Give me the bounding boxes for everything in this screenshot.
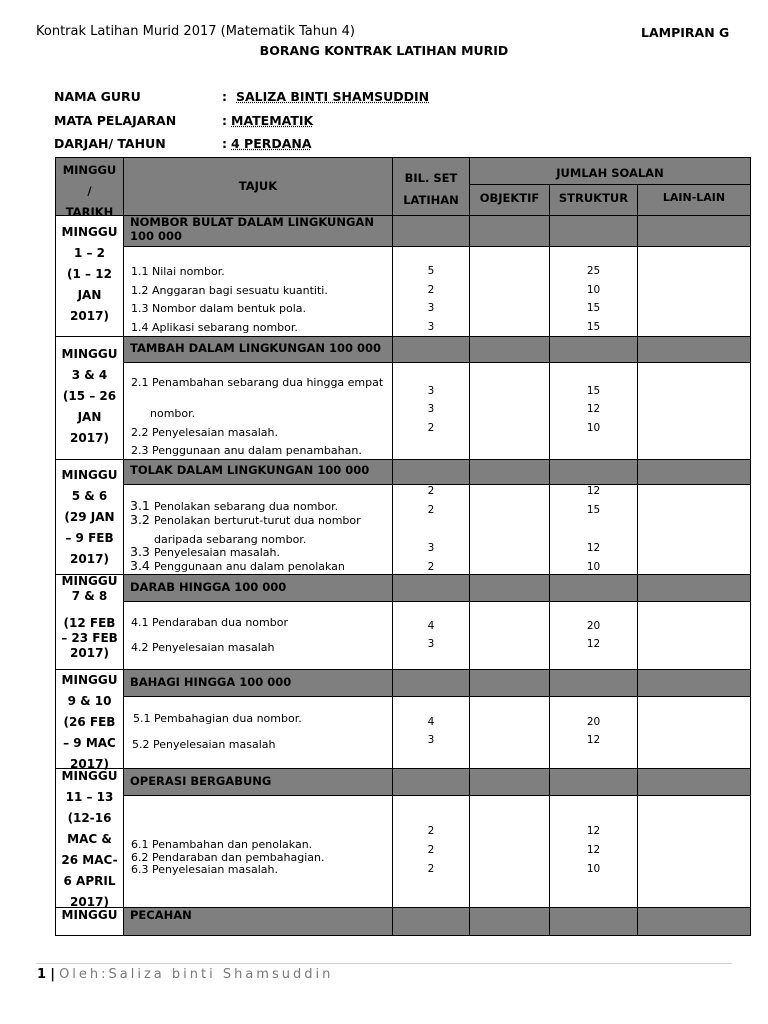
set-count: 2 [427,863,435,875]
table-border [55,157,751,158]
subtopic-item: 1.4 Aplikasi sebarang nombor. [131,321,298,334]
structure-count: 12 [586,734,601,746]
table-rule [55,669,751,670]
structure-count: 12 [586,844,601,856]
teacher-value: SALIZA BINTI SHAMSUDDIN [236,89,430,104]
appendix-label: LAMPIRAN G [641,25,730,40]
header-total-questions: JUMLAH SOALAN [556,166,664,180]
subject-label: MATA PELAJARAN [54,113,177,128]
structure-count: 25 [586,265,601,277]
structure-count: 15 [586,385,601,397]
structure-count: 10 [586,284,601,296]
subtopic-item: Penggunaan anu dalam penolakan [154,560,345,573]
header-sets: BIL. SET LATIHAN [403,171,459,207]
table-border [55,935,751,936]
week-cell: MINGGU [61,908,118,922]
subtopic-item: 2.1 Penambahan sebarang dua hingga empat [131,376,384,389]
set-count: 2 [427,844,435,856]
topic-title: OPERASI BERGABUNG [130,774,272,788]
footer-divider [36,963,732,964]
set-count: 3 [427,734,435,746]
table-rule [469,157,470,936]
subject-colon: : [222,113,227,128]
teacher-label: NAMA GURU [54,89,141,104]
subtopic-number: 3.1 [130,498,150,513]
subtopic-number: 3.3 [130,544,150,559]
subtopic-number: 3.4 [130,558,150,573]
table-rule [637,184,638,936]
table-rule [124,246,751,247]
structure-count: 12 [586,403,601,415]
set-count: 3 [427,302,435,314]
week-cell: MINGGU 1 – 2 (1 – 12 JAN 2017) [61,225,118,323]
table-rule [124,795,751,796]
class-colon: : [222,136,227,151]
document-title: BORANG KONTRAK LATIHAN MURID [259,43,509,58]
subtopic-item: nombor. [150,407,196,420]
topic-title: TAMBAH DALAM LINGKUNGAN 100 000 [130,341,382,355]
week-cell: MINGGU 3 & 4 (15 – 26 JAN 2017) [61,347,118,445]
topic-title: PECAHAN [130,908,192,922]
topic-title: TOLAK DALAM LINGKUNGAN 100 000 [130,463,370,477]
header-structure: STRUKTUR [558,191,629,205]
table-rule [55,768,751,769]
subtopic-item: 6.1 Penambahan dan penolakan. [131,838,313,851]
set-count: 2 [427,561,435,573]
set-count: 3 [427,403,435,415]
subtopic-item: 2.2 Penyelesaian masalah. [131,426,279,439]
subtopic-item: 1.3 Nombor dalam bentuk pola. [131,302,307,315]
subtopic-number: 3.2 [130,512,150,527]
set-count: 5 [427,265,435,277]
class-value: 4 PERDANA [231,136,312,151]
table-rule [123,157,124,936]
class-label: DARJAH/ TAHUN [54,136,166,151]
table-rule [55,574,751,575]
page-number: 1 [37,967,47,982]
structure-count: 20 [586,620,601,632]
structure-count: 20 [586,716,601,728]
structure-count: 12 [586,542,601,554]
table-rule [124,696,751,697]
week-cell: MINGGU 7 & 8 (12 FEB – 23 FEB 2017) [61,574,118,660]
topic-title: DARAB HINGGA 100 000 [130,580,287,594]
header-objective: OBJEKTIF [479,191,540,205]
structure-count: 10 [586,422,601,434]
set-count: 2 [427,284,435,296]
structure-count: 10 [586,863,601,875]
header-topic: TAJUK [238,179,278,193]
topic-title: NOMBOR BULAT DALAM LINGKUNGAN 100 000 [130,215,374,243]
set-count: 4 [427,716,435,728]
set-count: 3 [427,321,435,333]
structure-count: 10 [586,561,601,573]
structure-count: 15 [586,302,601,314]
subtopic-item: daripada sebarang nombor. [154,533,307,546]
subtopic-item: Penolakan sebarang dua nombor. [154,500,339,513]
page-footer [37,967,333,982]
subtopic-item: Penolakan berturut-turut dua nombor [154,514,361,527]
topic-title: BAHAGI HINGGA 100 000 [130,675,292,689]
structure-count: 12 [586,638,601,650]
header-others: LAIN-LAIN [662,191,726,204]
set-count: 3 [427,638,435,650]
table-rule [549,184,550,936]
table-rule [124,362,751,363]
table-border [750,157,751,936]
footer-author: Oleh:Saliza binti Shamsuddin [59,967,334,982]
teacher-colon: : [222,89,227,104]
structure-count: 12 [586,485,601,497]
footer-separator: | [50,967,55,982]
set-count: 4 [427,620,435,632]
topic-bar [124,907,751,935]
subtopic-item: 5.2 Penyelesaian masalah [132,738,276,751]
subtopic-item: 6.3 Penyelesaian masalah. [131,863,279,876]
set-count: 2 [427,825,435,837]
subtopic-item: 5.1 Pembahagian dua nombor. [133,712,302,725]
structure-count: 12 [586,825,601,837]
week-cell: MINGGU 11 – 13 (12-16 MAC & 26 MAC- 6 APRIL 2017) [61,769,118,909]
set-count: 2 [427,422,435,434]
set-count: 2 [427,504,435,516]
subtopic-list [131,839,325,877]
structure-count: 15 [586,504,601,516]
subtopic-item: 6.2 Pendaraban dan pembahagian. [131,850,325,864]
table-rule [469,184,751,185]
subtopic-item: 4.1 Pendaraban dua nombor [131,616,288,629]
table-rule [55,336,751,337]
set-count: 3 [427,542,435,554]
subtopic-item: 4.2 Penyelesaian masalah [131,641,275,654]
document-header-left: Kontrak Latihan Murid 2017 (Matematik Tahun 4) [36,24,355,39]
set-count: 3 [427,385,435,397]
subtopic-item: 2.3 Penggunaan anu dalam penambahan. [131,444,362,457]
week-cell: MINGGU 9 & 10 (26 FEB – 9 MAC 2017) [61,673,118,771]
set-count: 2 [427,485,435,497]
subject-value: MATEMATIK [231,113,314,128]
week-cell: MINGGU 5 & 6 (29 JAN – 9 FEB 2017) [61,468,118,566]
subtopic-item: 1.2 Anggaran bagi sesuatu kuantiti. [131,284,328,297]
subtopic-item: Penyelesaian masalah. [154,546,281,559]
header-week: MINGGU / TARIKH [62,163,117,219]
subtopic-item: 1.1 Nilai nombor. [131,265,225,278]
table-rule [124,601,751,602]
structure-count: 15 [586,321,601,333]
table-rule [55,459,751,460]
